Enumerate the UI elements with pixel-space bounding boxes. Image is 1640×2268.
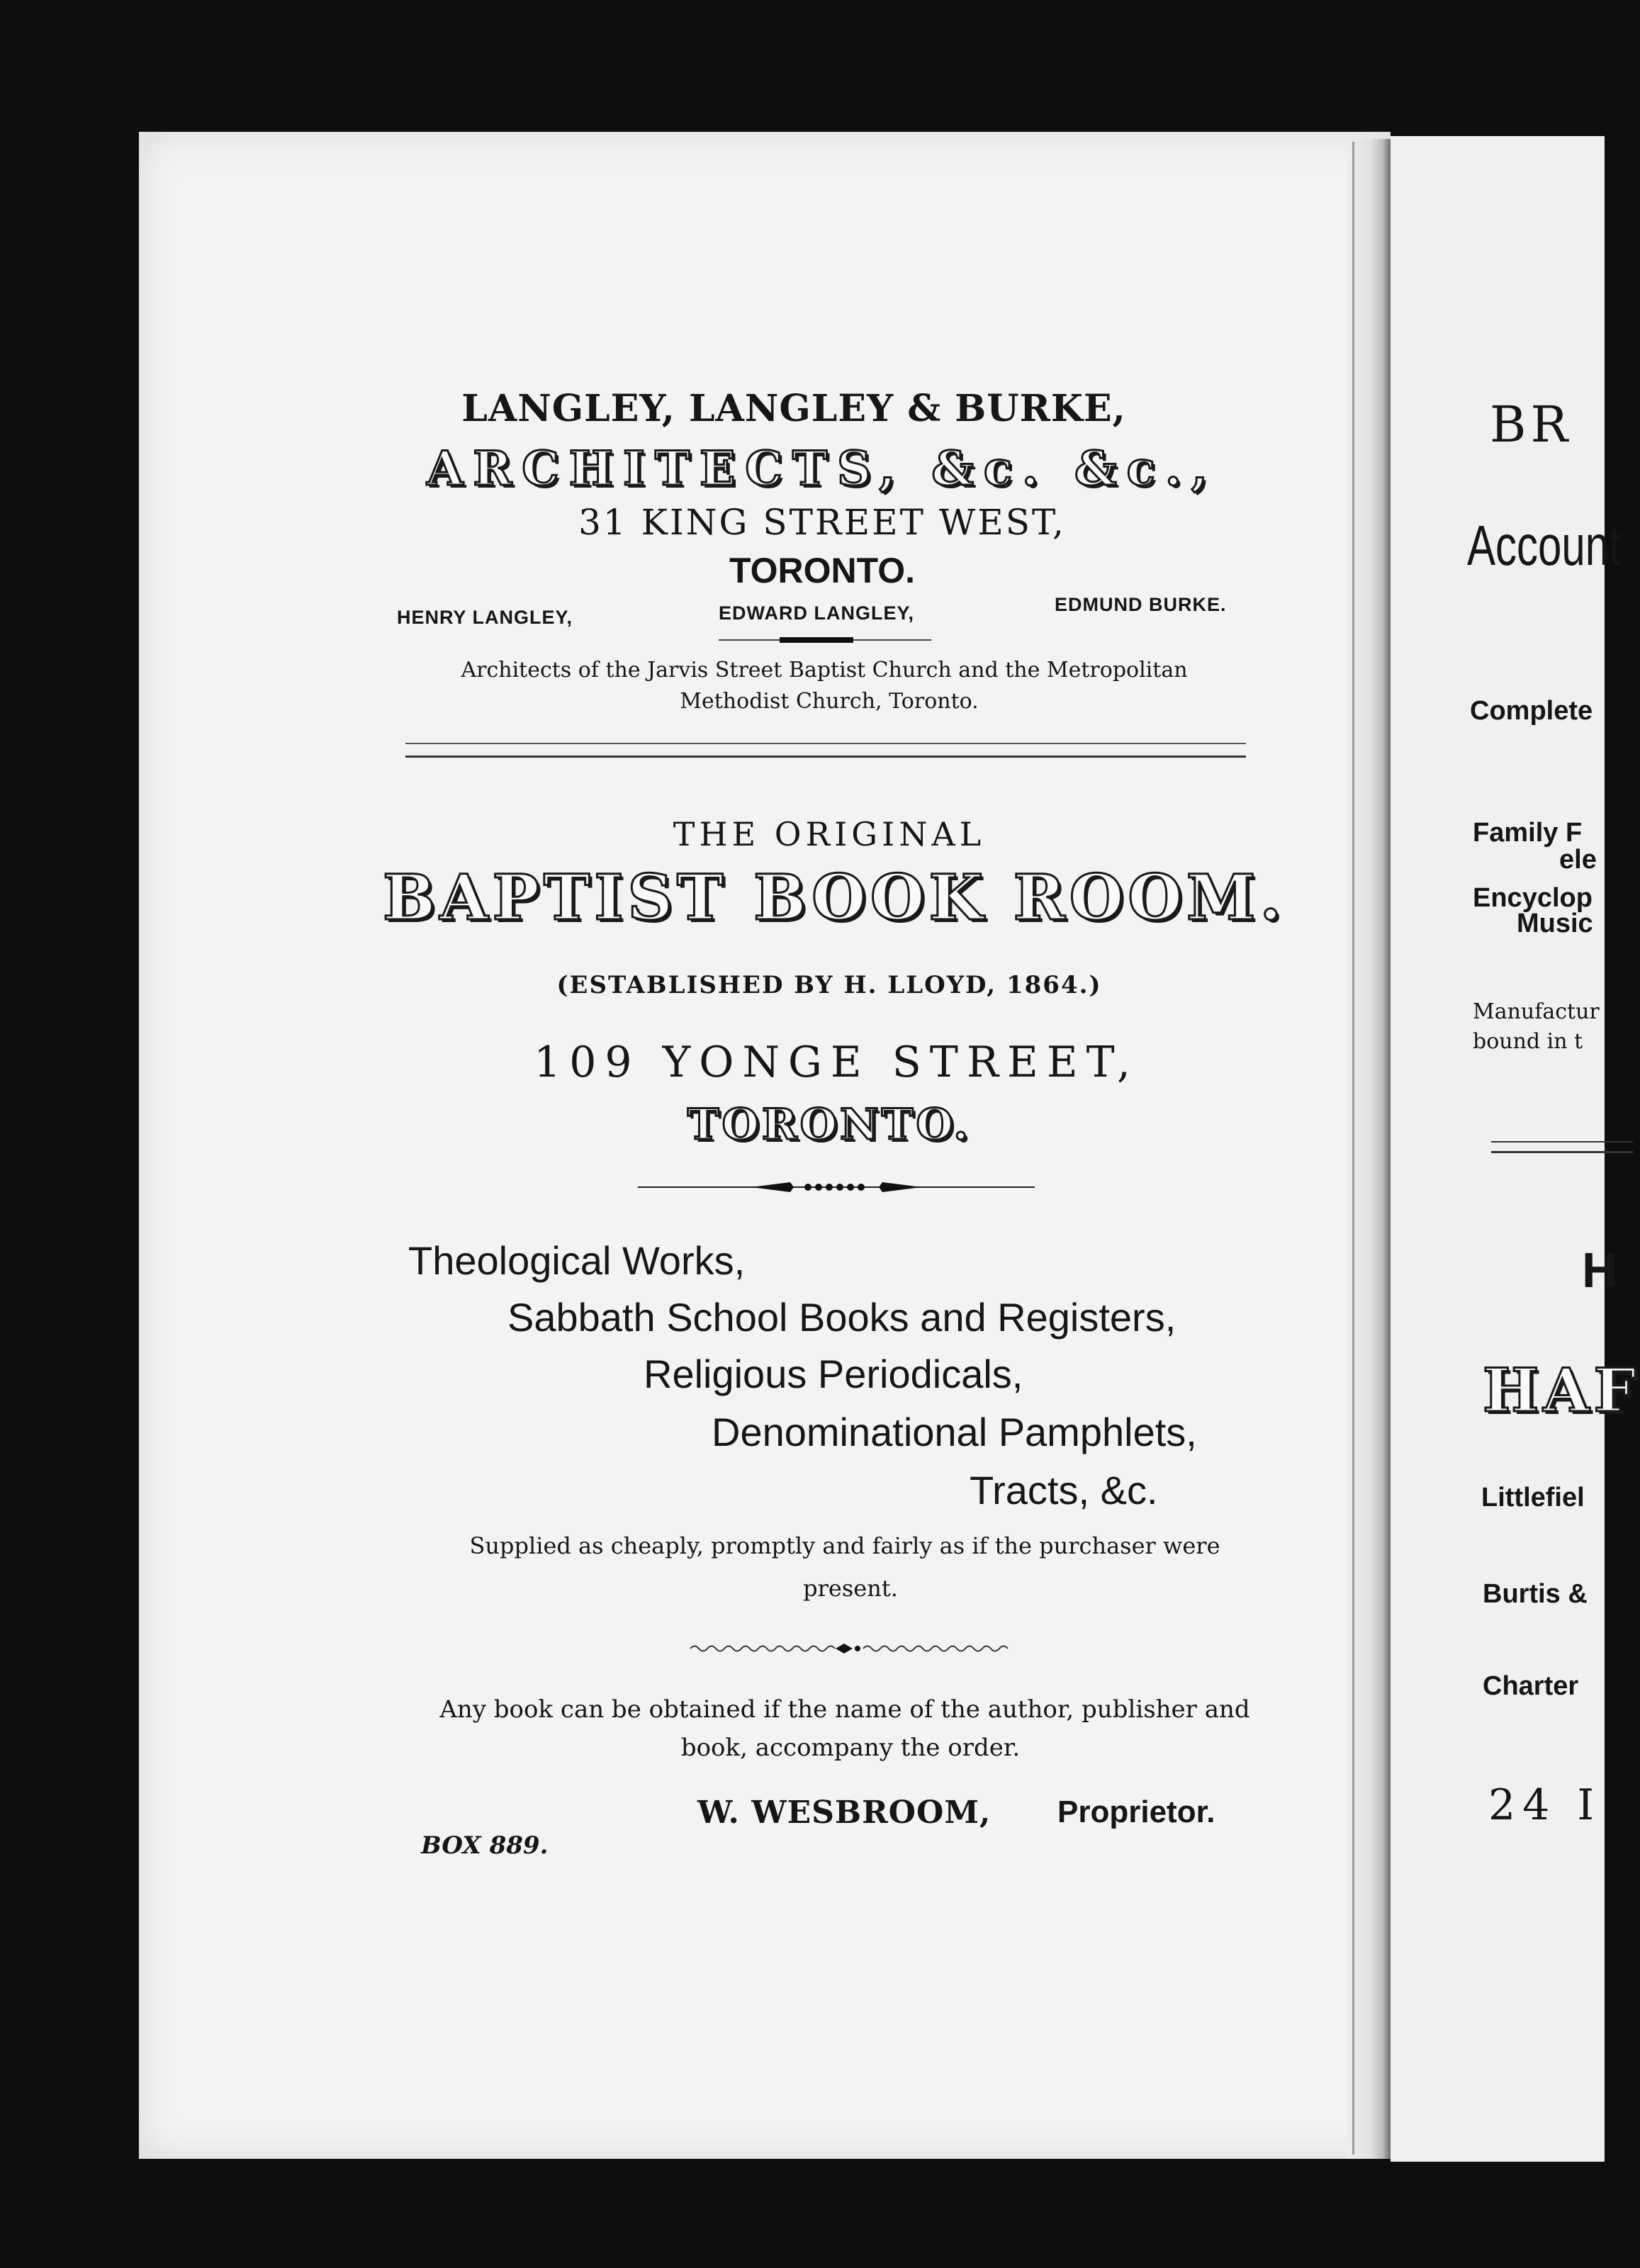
proprietor-title: Proprietor. bbox=[1057, 1795, 1215, 1829]
right-page-content bbox=[1391, 136, 1640, 2162]
bookroom-order-line2: book, accompany the order. bbox=[680, 1734, 1021, 1762]
right-fragment-24: 24 I bbox=[1488, 1780, 1602, 1830]
bookroom-item-periodicals: Religious Periodicals, bbox=[644, 1352, 1023, 1396]
right-fragment-complete: Complete bbox=[1470, 696, 1593, 726]
bookroom-heading: BAPTIST BOOK ROOM. bbox=[383, 860, 1286, 934]
right-fragment-manufactur: Manufactur bbox=[1473, 999, 1600, 1024]
architects-city: TORONTO. bbox=[729, 551, 916, 590]
bookroom-address: 109 YONGE STREET, bbox=[534, 1038, 1139, 1087]
bookroom-established: (ESTABLISHED BY H. LLOYD, 1864.) bbox=[556, 971, 1102, 999]
right-rule-1 bbox=[1491, 1141, 1633, 1143]
right-fragment-account: Account bbox=[1467, 514, 1621, 577]
right-fragment-ele: ele bbox=[1559, 845, 1597, 875]
bookroom-item-pamphlets: Denominational Pamphlets, bbox=[712, 1410, 1197, 1454]
right-fragment-encyclop: Encyclop bbox=[1473, 883, 1593, 913]
right-rule-2 bbox=[1491, 1151, 1633, 1153]
right-fragment-charter: Charter bbox=[1483, 1671, 1579, 1701]
right-fragment-bound: bound in t bbox=[1473, 1029, 1583, 1054]
partner-edward-langley: EDWARD LANGLEY, bbox=[719, 602, 915, 624]
right-fragment-burtis: Burtis & bbox=[1483, 1579, 1588, 1609]
partner-edmund-burke: EDMUND BURKE. bbox=[1055, 594, 1227, 615]
partner-henry-langley: HENRY LANGLEY, bbox=[397, 607, 573, 628]
bookroom-preheading: THE ORIGINAL bbox=[673, 815, 986, 853]
right-fragment-h: H bbox=[1582, 1242, 1618, 1298]
right-fragment-littlefiel: Littlefiel bbox=[1481, 1483, 1585, 1512]
bookroom-supply-line2: present. bbox=[803, 1575, 898, 1602]
ornament-divider bbox=[638, 1177, 1035, 1198]
right-fragment-family: Family F bbox=[1473, 818, 1583, 848]
section-divider-bottom bbox=[405, 756, 1246, 758]
proprietor-name: W. WESBROOM, bbox=[697, 1795, 992, 1831]
rule-partners-bar bbox=[780, 637, 853, 643]
architects-note-line1: Architects of the Jarvis Street Baptist Church and the Metropolitan bbox=[461, 658, 1188, 683]
wavy-ornament bbox=[690, 1640, 1008, 1657]
architects-firm-name: LANGLEY, LANGLEY & BURKE, bbox=[461, 387, 1126, 430]
bookroom-item-theological: Theological Works, bbox=[408, 1238, 746, 1283]
bookroom-city: TORONTO. bbox=[687, 1100, 972, 1150]
right-fragment-haf: HAF bbox=[1483, 1355, 1640, 1425]
right-fragment-music: Music bbox=[1517, 909, 1593, 938]
bookroom-order-line1: Any book can be obtained if the name of the author, publisher and bbox=[439, 1695, 1250, 1724]
gutter-line bbox=[1352, 142, 1354, 2155]
box-number: BOX 889. bbox=[421, 1831, 549, 1860]
architects-heading: ARCHITECTS, &c. &c., bbox=[427, 441, 1218, 496]
architects-note-line2: Methodist Church, Toronto. bbox=[680, 689, 979, 714]
section-divider-top bbox=[405, 743, 1246, 744]
bookroom-item-tracts: Tracts, &c. bbox=[970, 1468, 1158, 1512]
bookroom-supply-line1: Supplied as cheaply, promptly and fairly as if the purchaser were bbox=[469, 1532, 1220, 1559]
bookroom-item-sabbath: Sabbath School Books and Registers, bbox=[507, 1295, 1176, 1340]
architects-address: 31 KING STREET WEST, bbox=[578, 502, 1066, 543]
right-fragment-br: BR bbox=[1490, 395, 1573, 454]
